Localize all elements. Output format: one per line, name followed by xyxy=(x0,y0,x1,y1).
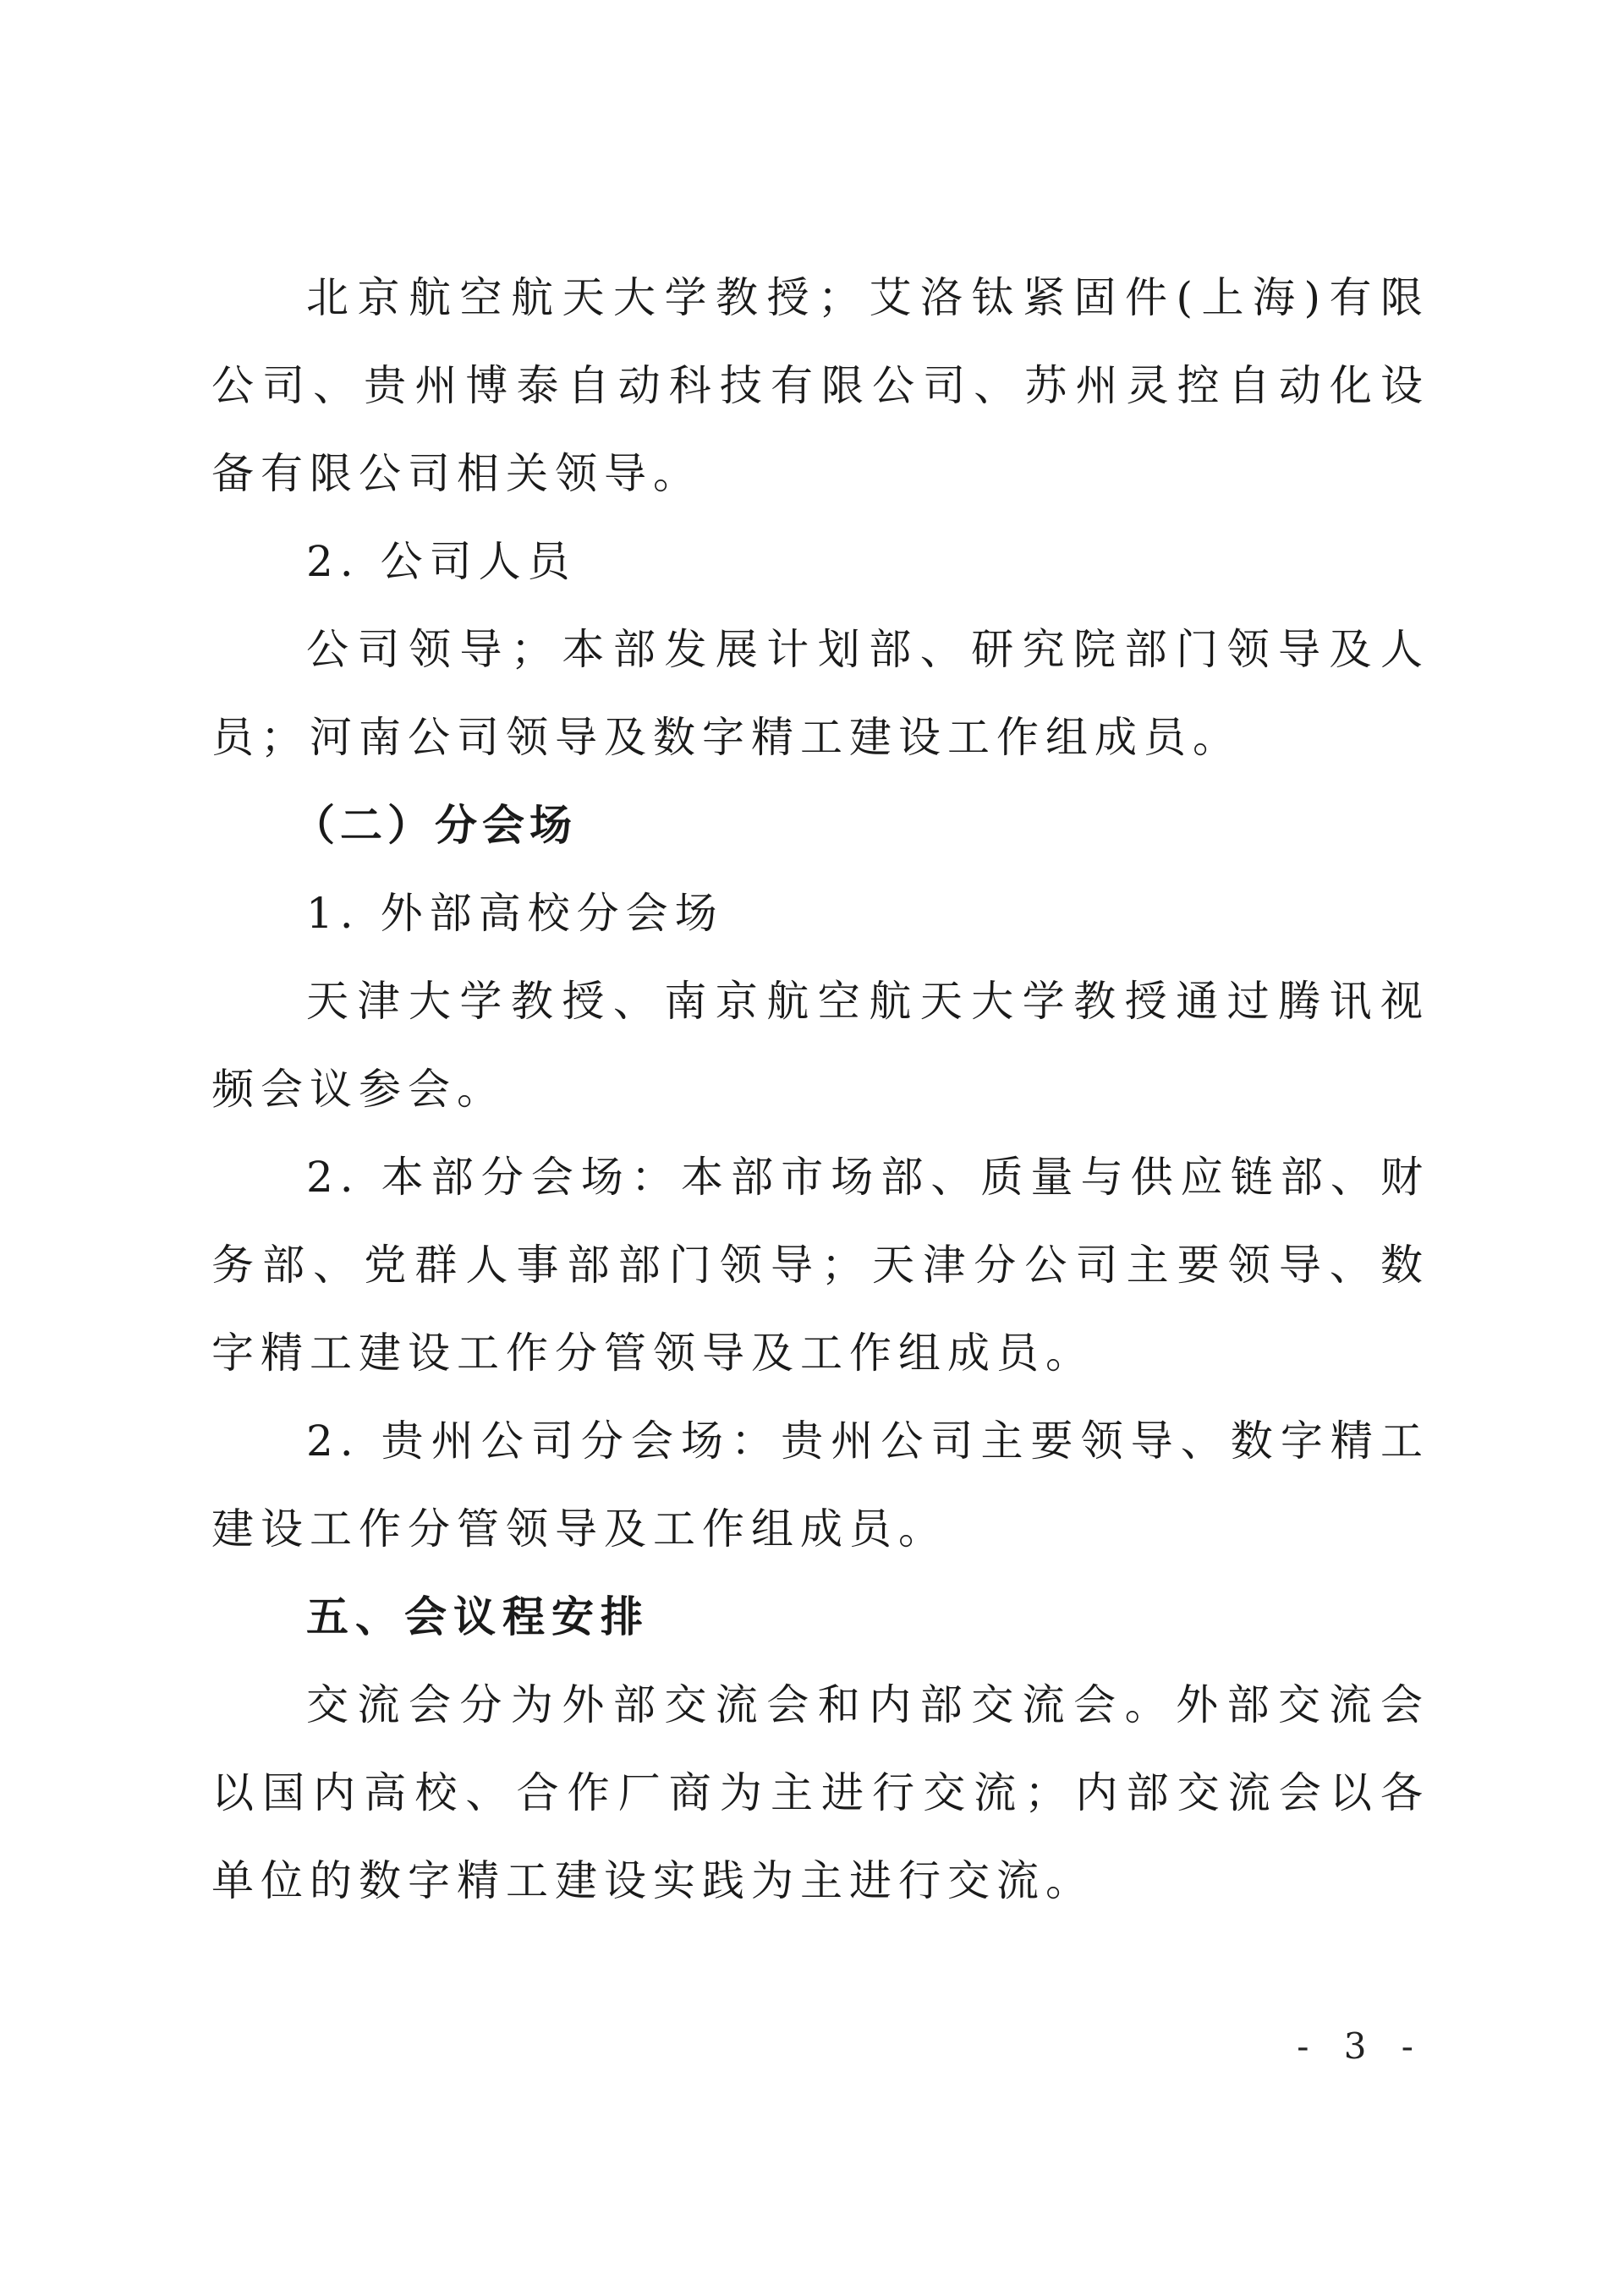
paragraph-attendees-external: 北京航空航天大学教授；艾洛钛紧固件(上海)有限公司、贵州博泰自动科技有限公司、苏州灵控自动化设备有限公司相关领导。 xyxy=(211,273,1429,498)
section-heading-branch-venues: （二）分会场 xyxy=(293,801,577,850)
paragraph-company-staff: 公司领导；本部发展计划部、研究院部门领导及人员；河南公司领导及数字精工建设工作组成员。 xyxy=(211,625,1429,762)
paragraph-headquarters-venue: 2. 本部分会场：本部市场部、质量与供应链部、财务部、党群人事部部门领导；天津分公司主要领导、数字精工建设工作分管领导及工作组成员。 xyxy=(211,1153,1429,1378)
paragraph-company-staff-heading: 2. 公司人员 xyxy=(306,537,577,586)
paragraph-guizhou-venue: 2. 贵州公司分会场：贵州公司主要领导、数字精工建设工作分管领导及工作组成员。 xyxy=(211,1417,1429,1553)
section-heading-agenda: 五、会议程安排 xyxy=(306,1592,650,1641)
page-number: - 3 - xyxy=(1297,2025,1425,2067)
paragraph-university-venue: 天津大学教授、南京航空航天大学教授通过腾讯视频会议参会。 xyxy=(211,977,1429,1114)
document-body xyxy=(211,254,1429,1925)
paragraph-agenda: 交流会分为外部交流会和内部交流会。外部交流会以国内高校、合作厂商为主进行交流；内部交流会以各单位的数字精工建设实践为主进行交流。 xyxy=(211,1680,1429,1905)
paragraph-university-venue-heading: 1. 外部高校分会场 xyxy=(306,889,724,938)
